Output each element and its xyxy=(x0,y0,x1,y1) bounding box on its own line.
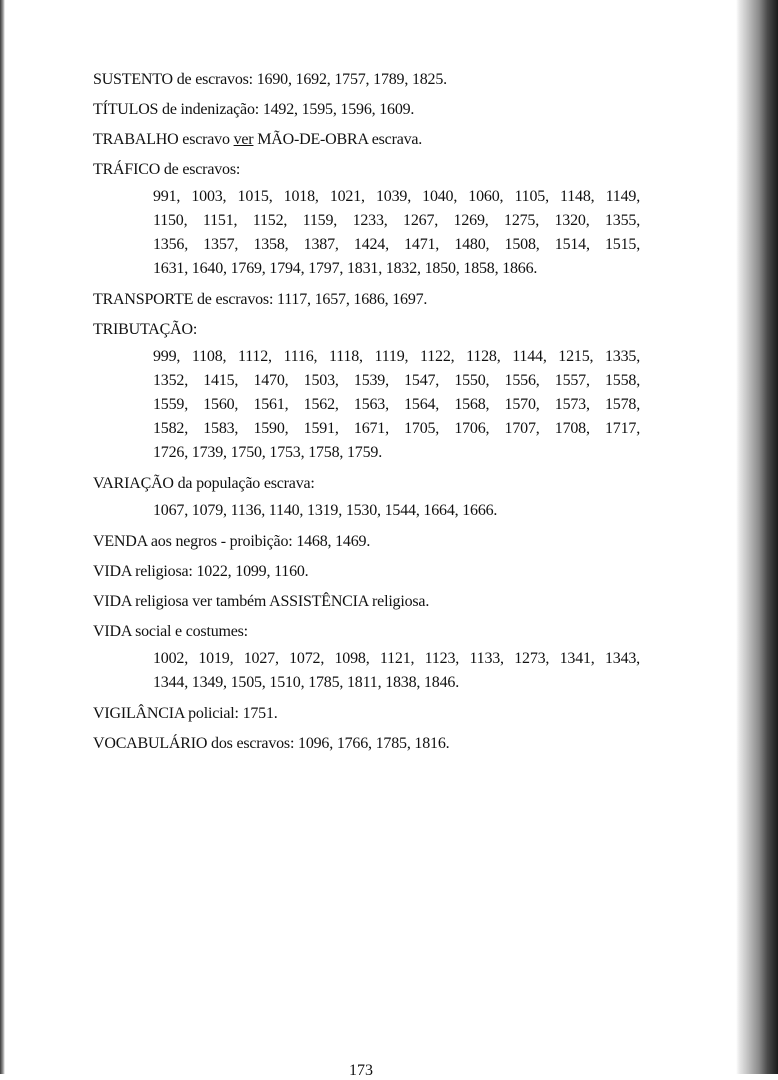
index-entry-line xyxy=(93,469,653,499)
reference-row: 1582, 1583, 1590, 1591, 1671, 1705, 1706, 1707, 1708, 1717, xyxy=(153,420,640,437)
index-entry-line xyxy=(93,155,653,185)
index-entry-line xyxy=(93,95,653,125)
index-entry-line xyxy=(93,699,653,729)
reference-row: 991, 1003, 1015, 1018, 1021, 1039, 1040, 1060, 1105, 1148, 1149, xyxy=(153,188,640,205)
index-references: 1492, 1595, 1596, 1609. xyxy=(262,101,415,118)
index-entry xyxy=(93,469,653,527)
index-entry xyxy=(93,699,653,729)
index-entry xyxy=(93,95,653,125)
reference-row: 999, 1108, 1112, 1116, 1118, 1119, 1122, 1128, 1144, 1215, 1335, xyxy=(153,348,640,365)
index-entry xyxy=(93,65,653,95)
index-entry xyxy=(93,729,653,759)
index-entry xyxy=(93,155,653,285)
index-entry xyxy=(93,125,653,155)
index-entry xyxy=(93,315,653,469)
reference-row: 1352, 1415, 1470, 1503, 1539, 1547, 1550, 1556, 1557, 1558, xyxy=(153,372,640,389)
index-content xyxy=(93,65,653,759)
index-heading: VIDA religiosa: xyxy=(93,563,193,580)
index-entry-line xyxy=(93,125,653,155)
page-number: 173 xyxy=(349,1062,373,1079)
index-heading: VOCABULÁRIO dos escravos: xyxy=(93,735,295,752)
index-reference-block xyxy=(153,499,640,523)
index-entry xyxy=(93,557,653,587)
index-heading: VIDA religiosa ver também ASSISTÊNCIA religiosa. xyxy=(93,593,430,610)
index-reference-block xyxy=(153,345,640,465)
reference-row: 1344, 1349, 1505, 1510, 1785, 1811, 1838, 1846. xyxy=(153,674,460,691)
index-entry xyxy=(93,527,653,557)
index-heading: VIGILÂNCIA policial: xyxy=(93,705,239,722)
reference-row: 1559, 1560, 1561, 1562, 1563, 1564, 1568, 1570, 1573, 1578, xyxy=(153,396,640,413)
reference-row: 1726, 1739, 1750, 1753, 1758, 1759. xyxy=(153,444,383,461)
index-references: 1468, 1469. xyxy=(296,533,371,550)
index-heading: TRABALHO escravo xyxy=(93,131,230,148)
index-heading: SUSTENTO de escravos: xyxy=(93,71,253,88)
reference-row: 1356, 1357, 1358, 1387, 1424, 1471, 1480, 1508, 1514, 1515, xyxy=(153,236,640,253)
index-reference-block xyxy=(153,647,640,695)
index-entry-line xyxy=(93,729,653,759)
index-heading: TÍTULOS de indenização: xyxy=(93,101,260,118)
index-entry-line xyxy=(93,527,653,557)
index-entry-line xyxy=(93,315,653,345)
index-references: 1751. xyxy=(242,705,278,722)
see-reference-target: MÃO-DE-OBRA escrava. xyxy=(257,131,423,148)
index-entry-line xyxy=(93,617,653,647)
index-heading: VARIAÇÃO da população escrava: xyxy=(93,475,315,492)
index-heading: VENDA aos negros - proibição: xyxy=(93,533,293,550)
index-heading: TRANSPORTE de escravos: xyxy=(93,291,274,308)
index-reference-block xyxy=(153,185,640,281)
index-references: 1022, 1099, 1160. xyxy=(196,563,309,580)
index-entry-line xyxy=(93,65,653,95)
index-references: 1117, 1657, 1686, 1697. xyxy=(277,291,428,308)
reference-row: 1631, 1640, 1769, 1794, 1797, 1831, 1832, 1850, 1858, 1866. xyxy=(153,260,538,277)
index-heading: TRÁFICO de escravos: xyxy=(93,161,241,178)
index-entry-line xyxy=(93,285,653,315)
page-binding-shadow xyxy=(736,0,778,1074)
index-entry xyxy=(93,285,653,315)
see-reference-word: ver xyxy=(233,131,254,148)
reference-row: 1150, 1151, 1152, 1159, 1233, 1267, 1269, 1275, 1320, 1355, xyxy=(153,212,640,229)
reference-row: 1002, 1019, 1027, 1072, 1098, 1121, 1123, 1133, 1273, 1341, 1343, xyxy=(153,650,640,667)
index-entry xyxy=(93,617,653,699)
index-entry xyxy=(93,587,653,617)
index-entry-line xyxy=(93,587,653,617)
index-entry-line xyxy=(93,557,653,587)
index-references: 1096, 1766, 1785, 1816. xyxy=(298,735,450,752)
index-references: 1690, 1692, 1757, 1789, 1825. xyxy=(256,71,447,88)
index-heading: VIDA social e costumes: xyxy=(93,623,248,640)
page-left-edge-shadow xyxy=(0,0,5,1074)
index-heading: TRIBUTAÇÃO: xyxy=(93,321,198,338)
reference-row: 1067, 1079, 1136, 1140, 1319, 1530, 1544, 1664, 1666. xyxy=(153,502,498,519)
